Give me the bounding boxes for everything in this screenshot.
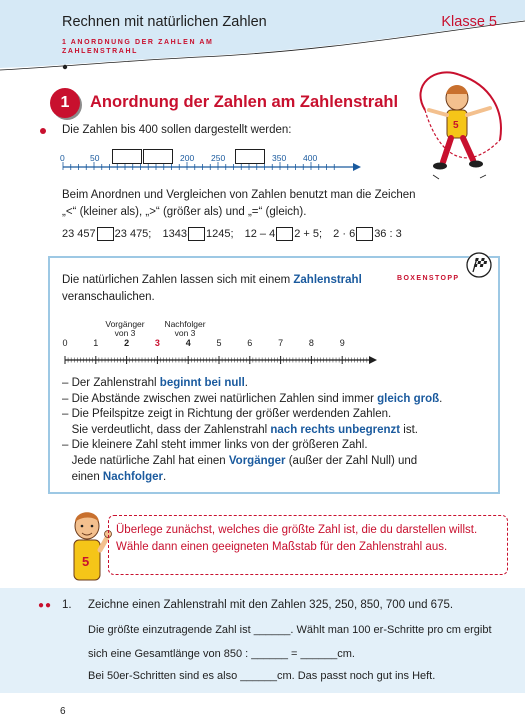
nl400-label-250: 250: [211, 153, 226, 163]
number-line-tick-label: 6: [247, 338, 253, 348]
number-line-tick-label: 3: [154, 338, 160, 348]
comparison-answer-box[interactable]: [356, 227, 373, 241]
subchapter-line-2: ZAHLENSTRAHL: [62, 48, 138, 55]
intro-text: Die Zahlen bis 400 sollen dargestellt werden:: [62, 124, 292, 136]
vorgaenger-line-1: Vorgänger: [105, 319, 145, 329]
chapter-title: Rechnen mit natürlichen Zahlen: [62, 14, 267, 30]
ex-term: 1343: [162, 228, 187, 240]
nachfolger-line-2: von 3: [174, 328, 196, 338]
rule-text: – Die kleinere Zahl steht immer links von der größeren Zahl.: [62, 439, 368, 452]
rule-line: [62, 470, 492, 486]
nl400-answer-box[interactable]: [112, 149, 142, 164]
rule-text: .: [244, 377, 248, 389]
svg-text:5: 5: [82, 554, 90, 569]
section-number-badge: 1: [50, 88, 80, 118]
number-line-tick-label: 8: [308, 338, 314, 348]
rule-line: [62, 438, 492, 454]
rule-highlight: beginnt bei null: [159, 377, 245, 389]
comparison-answer-box[interactable]: [188, 227, 205, 241]
number-line-tick-label: 4: [185, 338, 191, 348]
number-line-tick-label: 7: [278, 338, 284, 348]
jumping-boy-illustration: [405, 70, 510, 190]
rule-line: [62, 392, 492, 408]
nl400-answer-box[interactable]: [143, 149, 173, 164]
nl400-label-200: 200: [180, 153, 195, 163]
text-span: veranschaulichen.: [62, 291, 155, 303]
comparison-answer-box[interactable]: [97, 227, 114, 241]
vorgaenger-line-2: von 3: [114, 328, 136, 338]
rule-highlight: nach rechts unbegrenzt: [270, 423, 401, 436]
boxenstopp-intro: [62, 272, 382, 306]
highlight-term: Zahlenstrahl: [293, 274, 362, 286]
ex-term: 1245;: [205, 228, 234, 240]
number-line-tick-label: 2: [124, 338, 130, 348]
exercise-line-1[interactable]: Die größte einzutragende Zahl ist ______. Wählt man 100 er-Schritte pro cm ergibt: [88, 624, 492, 636]
tip-text: Überlege zunächst, welches die größte Zahl ist, die du darstellen willst. Wähle dann einen geeigneten Maßstab für den Zahlenstrahl aus.: [116, 524, 478, 553]
boxenstopp-label: BOXENSTOPP: [397, 275, 460, 282]
ex-term: 36 : 3: [374, 228, 402, 240]
rule-highlight: Nachfolger: [102, 470, 163, 483]
rule-text: – Die Pfeilspitze zeigt in Richtung der größer werdenden Zahlen.: [62, 408, 392, 421]
number-line-tick-label: 1: [93, 338, 99, 348]
rule-text: ist.: [400, 423, 418, 436]
rule-text: Sie verdeutlicht, dass der Zahlenstrahl: [62, 423, 271, 436]
number-line-tick-label: 9: [339, 338, 345, 348]
comparison-answer-box[interactable]: [276, 227, 293, 241]
number-line-arrow: [369, 356, 377, 364]
number-line-0-9: [55, 336, 385, 368]
grade-label: Klasse 5: [441, 14, 497, 30]
rule-text: – Die Abstände zwischen zwei natürlichen Zahlen sind immer: [62, 392, 378, 405]
bullet-dot: [40, 128, 46, 134]
ex-term: 23 475;: [114, 228, 152, 240]
rule-text: – Der Zahlenstrahl: [62, 377, 160, 389]
nl400-label-350: 350: [272, 153, 287, 163]
rule-text: einen: [62, 470, 103, 483]
rule-text: (außer der Zahl Null) und: [285, 454, 418, 467]
rule-line: [62, 407, 492, 423]
difficulty-dots: ●●: [38, 600, 53, 611]
number-line-tick-label: 0: [62, 338, 68, 348]
rule-line: [62, 423, 492, 439]
subchapter-line-1: 1 ANORDNUNG DER ZAHLEN AM: [62, 39, 214, 46]
exercise-number: 1.: [62, 599, 72, 611]
rule-highlight: Vorgänger: [228, 454, 286, 467]
number-line-tick-label: 5: [216, 338, 222, 348]
compare-exercises: [62, 226, 402, 243]
page-number: 6: [60, 706, 66, 717]
ex-term: 12 – 4: [244, 228, 276, 240]
nl400-label-50: 50: [90, 153, 100, 163]
compare-line-1: Beim Anordnen und Vergleichen von Zahlen benutzt man die Zeichen: [62, 189, 416, 201]
rule-text: Jede natürliche Zahl hat einen: [62, 454, 229, 467]
nl400-label-400: 400: [303, 153, 318, 163]
rule-text: .: [439, 392, 443, 405]
ex-term: 2 · 6: [333, 228, 356, 240]
rule-highlight: gleich groß: [377, 392, 440, 405]
exercise-task: Zeichne einen Zahlenstrahl mit den Zahlen 325, 250, 850, 700 und 675.: [88, 599, 454, 611]
nachfolger-line-1: Nachfolger: [164, 319, 206, 329]
thumbs-up-boy-illustration: [62, 506, 112, 584]
svg-text:5: 5: [453, 120, 459, 131]
ex-term: 23 457: [62, 228, 96, 240]
rule-line: [62, 454, 492, 470]
text-span: Die natürlichen Zahlen lassen sich mit einem: [62, 274, 294, 286]
boxenstopp-rules: [62, 376, 492, 485]
checkered-flag-icon: [466, 252, 492, 278]
nl400-answer-box[interactable]: [235, 149, 265, 164]
nl400-label-0: 0: [60, 153, 65, 163]
subchapter-label: [62, 38, 262, 56]
rule-text: .: [163, 470, 167, 483]
ex-term: 2 + 5;: [294, 228, 323, 240]
compare-line-2: „<“ (kleiner als), „>“ (größer als) und „=“ (gleich).: [62, 206, 307, 218]
exercise-line-3[interactable]: Bei 50er-Schritten sind es also ______cm. Das passt noch gut ins Heft.: [88, 670, 436, 682]
exercise-line-2[interactable]: sich eine Gesamtlänge von 850 : ______ = ______cm.: [88, 648, 355, 660]
rule-line: [62, 376, 492, 392]
section-title: Anordnung der Zahlen am Zahlenstrahl: [90, 93, 399, 111]
